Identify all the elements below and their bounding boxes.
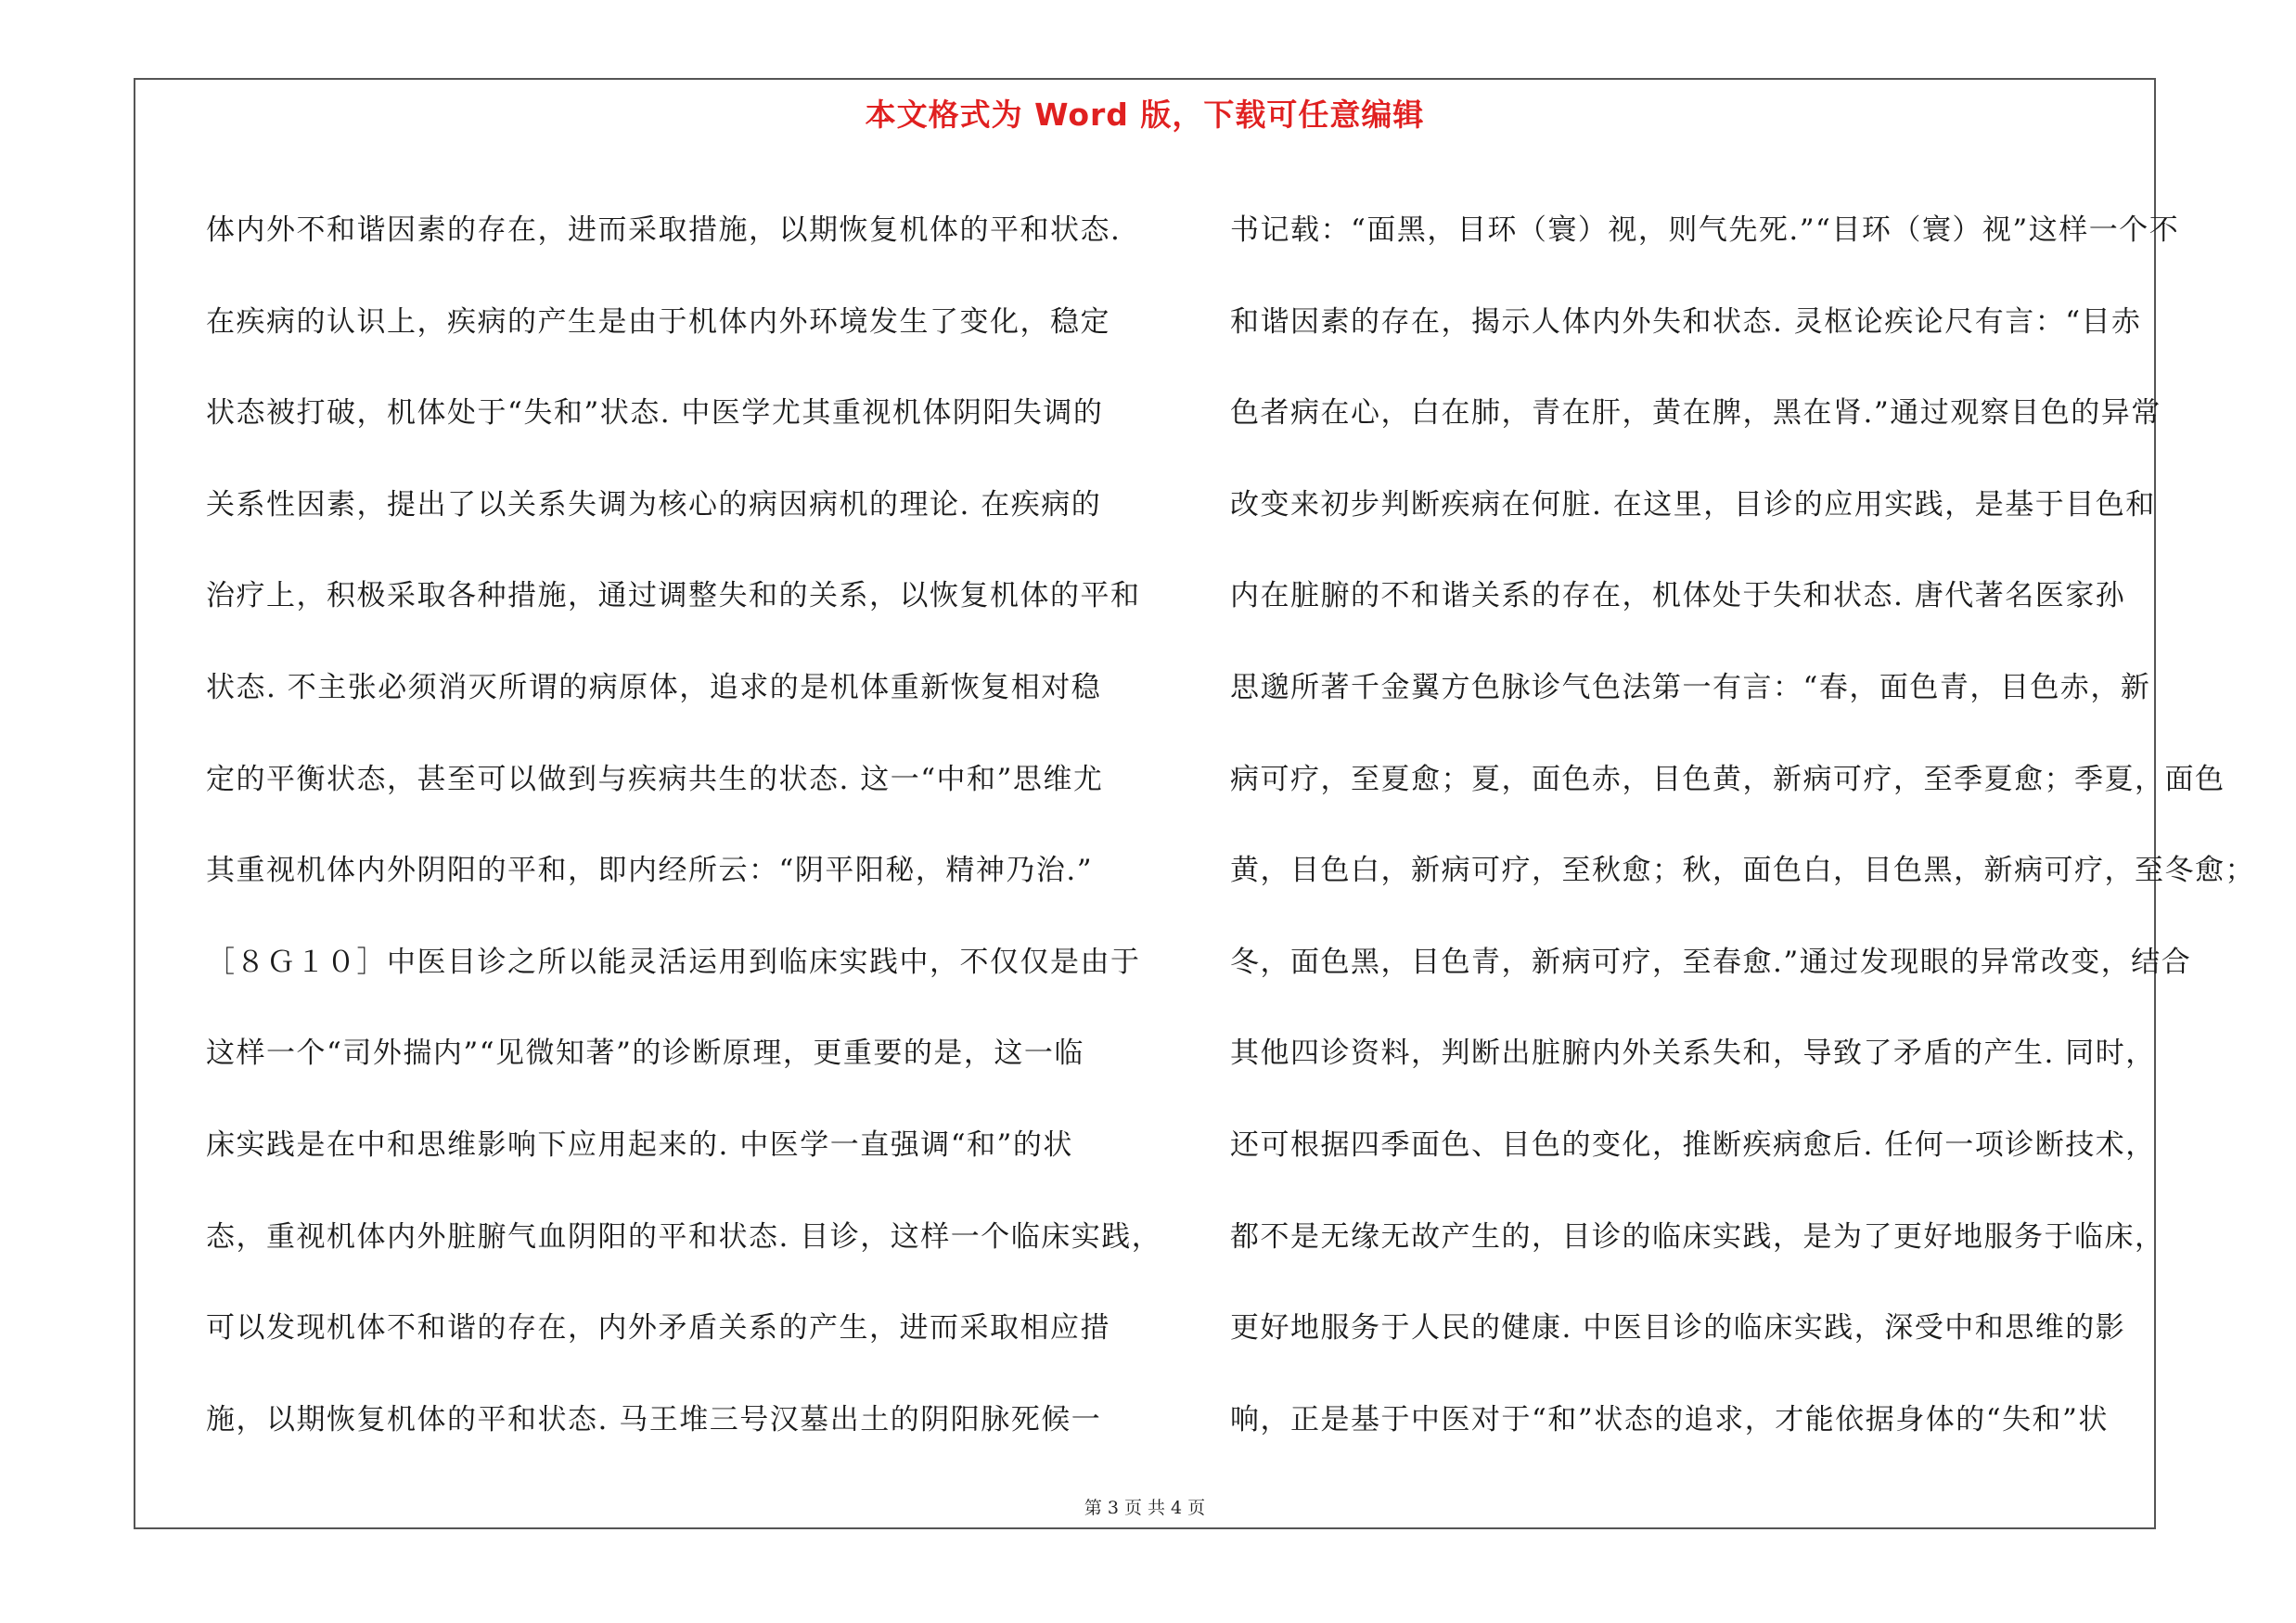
text-line: 改变来初步判断疾病在何脏. 在这里，目诊的应用实践，是基于目色和 [1230,487,2156,522]
text-line: 定的平衡状态，甚至可以做到与疾病共生的状态. 这一“中和”思维尤 [206,762,1104,796]
text-line: 其他四诊资料，判断出脏腑内外关系失和，导致了矛盾的产生. 同时， [1230,1037,2156,1071]
text-line: 床实践是在中和思维影响下应用起来的. 中医学一直强调“和”的状 [206,1127,1073,1162]
text-line: 和谐因素的存在，揭示人体内外失和状态. 灵枢论疾论尺有言：“目赤 [1230,304,2142,339]
text-line: 可以发现机体不和谐的存在，内外矛盾关系的产生，进而采取相应措 [206,1311,1110,1346]
text-line: 态，重视机体内外脏腑气血阴阳的平和状态. 目诊，这样一个临床实践， [206,1219,1162,1254]
text-line: 响，正是基于中医对于“和”状态的追求，才能依据身体的“失和”状 [1230,1402,2109,1436]
text-line: 书记载：“面黑，目环（寰）视，则气先死.”“目环（寰）视”这样一个不 [1230,213,2180,247]
text-line: 关系性因素，提出了以关系失调为核心的病因病机的理论. 在疾病的 [206,487,1102,522]
text-line: 黄，目色白，新病可疗，至秋愈；秋，面色白，目色黑，新病可疗，至冬愈； [1230,854,2255,888]
format-banner: 本文格式为 Word 版，下载可任意编辑 [865,97,1425,133]
text-line: 其重视机体内外阴阳的平和，即内经所云：“阴平阳秘，精神乃治.” [206,854,1094,888]
text-line: 都不是无缘无故产生的，目诊的临床实践，是为了更好地服务于临床， [1230,1219,2165,1254]
text-line: 内在脏腑的不和谐关系的存在，机体处于失和状态. 唐代著名医家孙 [1230,579,2126,613]
text-line: 在疾病的认识上，疾病的产生是由于机体内外环境发生了变化，稳定 [206,304,1110,339]
left-text-column [206,185,1162,1465]
text-line: 这样一个“司外揣内”“见微知著”的诊断原理，更重要的是，这一临 [206,1037,1084,1071]
text-line: 冬，面色黑，目色青，新病可疗，至春愈.”通过发现眼的异常改变，结合 [1230,945,2192,979]
text-line: 更好地服务于人民的健康. 中医目诊的临床实践，深受中和思维的影 [1230,1311,2126,1346]
text-line: 体内外不和谐因素的存在，进而采取措施，以期恢复机体的平和状态. [206,213,1122,247]
text-line: 施，以期恢复机体的平和状态. 马王堆三号汉墓出土的阴阳脉死候一 [206,1402,1102,1436]
right-text-column [1230,185,2255,1465]
text-line: 治疗上，积极采取各种措施，通过调整失和的关系，以恢复机体的平和 [206,579,1141,613]
text-line: 状态. 不主张必须消灭所谓的病原体，追求的是机体重新恢复相对稳 [206,670,1102,704]
text-line: 思邈所著千金翼方色脉诊气色法第一有言：“春，面色青，目色赤，新 [1230,670,2151,704]
text-line: 状态被打破，机体处于“失和”状态. 中医学尤其重视机体阴阳失调的 [206,396,1104,431]
text-line: 色者病在心，白在肺，青在肝，黄在脾，黑在肾.”通过观察目色的异常 [1230,396,2161,431]
text-line: ［８Ｇ１０］中医目诊之所以能灵活运用到临床实践中，不仅仅是由于 [206,945,1141,979]
page-frame [134,78,2255,1529]
page-number-footer: 第 3 页 共 4 页 [1084,1498,1206,1518]
text-line: 病可疗，至夏愈；夏，面色赤，目色黄，新病可疗，至季夏愈；季夏，面色 [1230,762,2225,796]
text-line: 还可根据四季面色、目色的变化，推断疾病愈后. 任何一项诊断技术， [1230,1127,2156,1162]
